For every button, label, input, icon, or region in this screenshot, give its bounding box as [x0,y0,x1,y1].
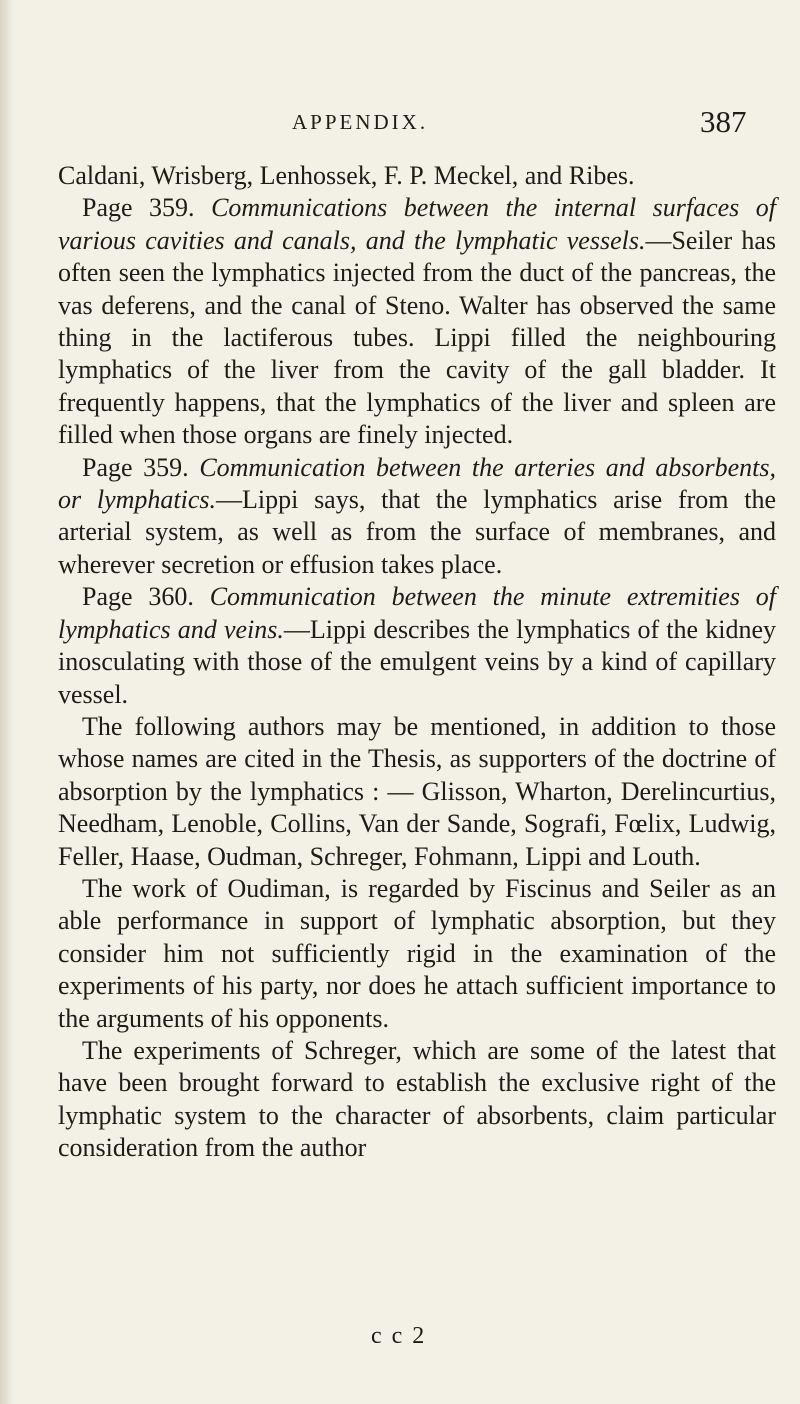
body-text [58,160,776,1165]
paragraph [58,873,776,1035]
paragraph [58,192,776,451]
page-number: 387 [700,104,747,139]
running-head: APPENDIX. [292,110,429,134]
paragraph-text: —Lippi describes the lymphatics of the kidney inosculating with those of the emulgent veins by a kind of capillary vessel. [58,614,776,709]
paragraph [58,1035,776,1165]
paragraph-text: The work of Oudiman, is regarded by Fiscinus and Seiler as an able performance in support of lymphatic absorption, but they consider him not sufficiently rigid in the examination of the experiments of his party, nor does he attach sufficient importance to the arguments of his opponents. [58,873,776,1033]
paragraph-text: Caldani, Wrisberg, Lenhossek, F. P. Meckel, and Ribes. [58,161,635,190]
section-title: Communications between the internal surfaces of various cavities and canals, and the lymphatic vessels. [58,193,777,255]
section-title: Communication between the arteries and absorbents, or lymphatics. [58,452,777,515]
page-reference: Page 359. [82,193,195,223]
paragraph [58,452,776,582]
page-reference: Page 360. [82,582,194,612]
signature-mark: c c 2 [371,1323,427,1349]
page-reference: Page 359. [82,452,189,482]
section-title: Communication between the minute extremities of lymphatics and veins. [58,582,776,644]
paragraph [58,160,776,192]
paragraph-text: —Lippi says, that the lymphatics arise from the arterial system, as well as from the surface of membranes, and wherever secretion or effusion takes place. [58,485,776,579]
paragraph [58,711,776,873]
paragraph-text: —Seiler has often seen the lymphatics injected from the duct of the pancreas, the vas deferens, and the canal of Steno. Walter has observed the same thing in the lactiferous tubes. Lippi filled the neighbouring lymphatics of the liver from the cavity of the gall bladder. It frequently happens, that the lymphatics of the liver and spleen are filled when those organs are finely injected. [58,225,776,450]
paragraph-text: The experiments of Schreger, which are some of the latest that have been brought forward to establish the exclusive right of the lymphatic system to the character of absorbents, claim particular consideration from the author [58,1035,776,1163]
paragraph-text: The following authors may be mentioned, in addition to those whose names are cited in the Thesis, as supporters of the doctrine of absorption by the lymphatics : — Glisson, Wharton, Derelincurtius, Needham, Lenoble, Collins, Van der Sande, Sografi, Fœlix, Ludwig, Feller, Haase, Oudman, Schreger, Fohmann, Lippi and Louth. [58,711,776,871]
page-header [0,104,800,144]
page-edge-shadow [0,0,14,1404]
paragraph [58,581,776,711]
